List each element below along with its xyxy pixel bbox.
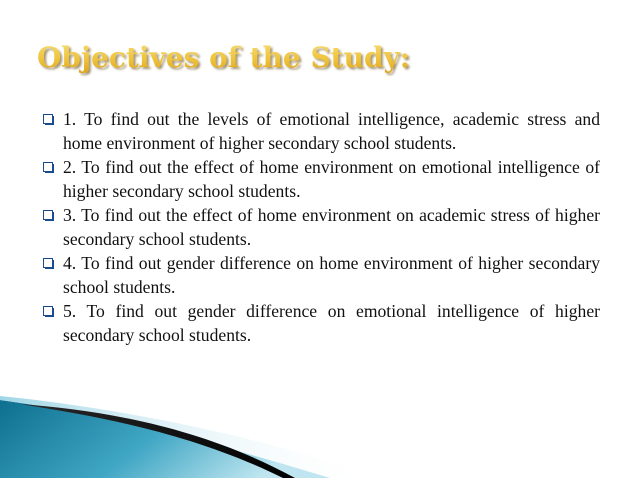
objective-text-3: 3. To find out the effect of home environment on academic stress of higher secondary school students. xyxy=(63,205,600,249)
objective-text-2: 2. To find out the effect of home environment on emotional intelligence of higher secondary school students. xyxy=(63,157,600,201)
slide-title: Objectives of the Study: xyxy=(37,38,410,78)
objective-text-1: 1. To find out the levels of emotional intelligence, academic stress and home environment of higher secondary school students. xyxy=(63,109,600,153)
objective-text-5: 5. To find out gender difference on emotional intelligence of higher secondary school students. xyxy=(63,301,600,345)
teal-swoosh xyxy=(0,400,330,478)
objective-text-4: 4. To find out gender difference on home environment of higher secondary school students. xyxy=(63,253,600,297)
